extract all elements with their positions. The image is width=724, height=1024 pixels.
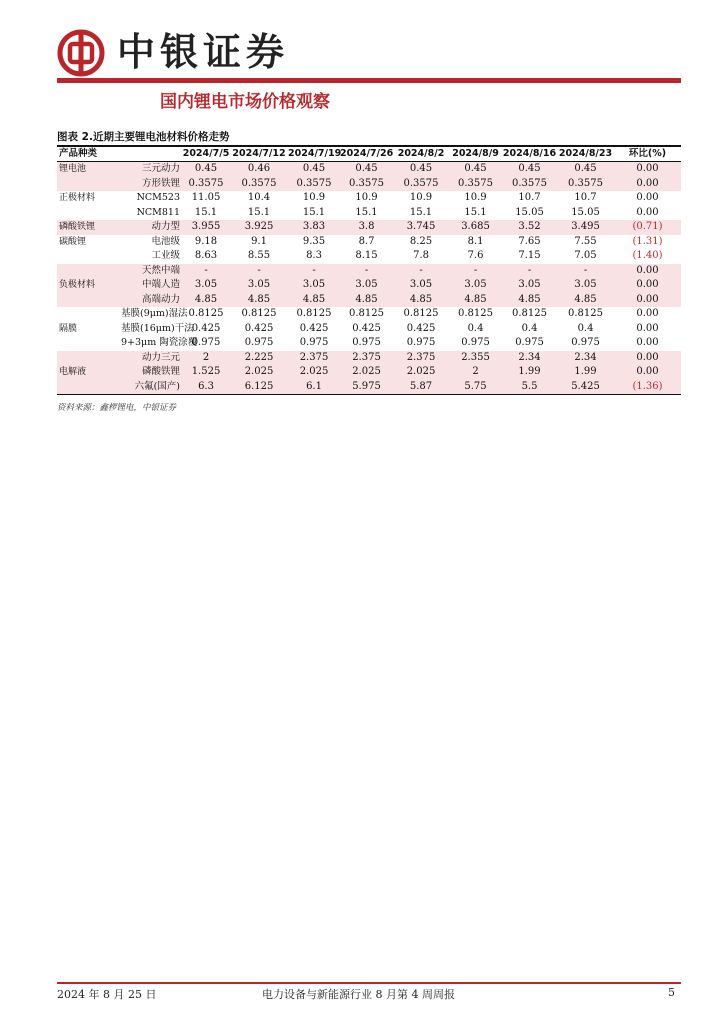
price-cell: 3.05: [230, 278, 288, 293]
price-cell: 10.9: [409, 192, 433, 203]
bank-of-china-logo-icon: [57, 29, 105, 77]
table-row: [57, 206, 681, 221]
price-cell: 0.45: [288, 162, 340, 177]
price-cell: 7.05: [574, 250, 597, 261]
price-cell: 0.3575: [340, 177, 393, 192]
spec-cell: 中端人造: [121, 278, 182, 293]
spec-cell: NCM523: [136, 192, 181, 203]
price-cell: 3.52: [502, 220, 557, 235]
change-cell: 0.00: [614, 162, 681, 177]
table-row: [57, 177, 681, 192]
price-cell: -: [557, 264, 614, 279]
price-cell: 15.1: [409, 206, 433, 218]
change-cell: 0.00: [614, 293, 681, 308]
price-cell: 8.63: [194, 250, 218, 261]
price-cell: -: [502, 264, 557, 279]
price-cell: 2.375: [288, 351, 340, 366]
price-cell: 0.3575: [230, 177, 288, 192]
change-cell: (0.71): [614, 220, 681, 235]
price-cell: -: [230, 264, 288, 279]
price-cell: 2.355: [449, 351, 502, 366]
price-cell: 0.3575: [182, 177, 230, 192]
price-cell: 6.1: [288, 380, 340, 395]
price-cell: 0.975: [571, 337, 600, 348]
price-cell: 0.8125: [349, 308, 385, 319]
price-cell: 0.45: [182, 162, 230, 177]
price-cell: 5.87: [393, 380, 449, 395]
category-cell: 锂电池: [57, 162, 121, 177]
price-cell: 0.425: [406, 322, 436, 334]
price-cell: 3.83: [288, 220, 340, 235]
category-cell: [57, 264, 121, 279]
price-cell: 2: [182, 351, 230, 366]
price-cell: 9.35: [302, 235, 326, 247]
category-cell: [57, 177, 121, 192]
header-date: 2024/8/9: [452, 148, 499, 159]
change-cell: 0.00: [614, 351, 681, 366]
price-cell: 0.8125: [241, 308, 277, 319]
price-cell: 3.05: [502, 278, 557, 293]
price-cell: 0.3575: [557, 177, 614, 192]
price-cell: 4.85: [393, 293, 449, 308]
spec-cell: 高端动力: [121, 293, 182, 308]
spec-cell: 基膜(16μm)干法: [121, 322, 194, 334]
price-cell: 7.8: [413, 250, 429, 261]
price-cell: 1.99: [557, 365, 614, 380]
category-cell: [57, 249, 121, 264]
price-cell: 8.25: [409, 235, 433, 247]
price-cell: 10.9: [355, 192, 378, 203]
price-cell: 9.18: [194, 235, 218, 247]
price-cell: 8.1: [467, 235, 484, 247]
price-cell: 0.975: [461, 337, 490, 348]
price-cell: 0.3575: [449, 177, 502, 192]
price-cell: 1.525: [182, 365, 230, 380]
table-row: [57, 220, 681, 235]
price-cell: 10.4: [247, 192, 271, 203]
price-cell: 1.99: [502, 365, 557, 380]
price-cell: 0.8125: [568, 308, 604, 319]
price-cell: 3.05: [340, 278, 393, 293]
price-cell: 5.5: [502, 380, 557, 395]
price-cell: 7.55: [574, 235, 597, 247]
header-change: 环比(%): [628, 148, 667, 159]
figure-title: 图表 2.近期主要锂电池材料价格走势: [57, 131, 230, 143]
price-cell: -: [449, 264, 502, 279]
price-cell: 7.6: [467, 250, 484, 261]
price-cell: 0.975: [191, 337, 221, 348]
spec-cell: 天然中端: [121, 264, 182, 279]
header-date: 2024/7/19: [288, 148, 342, 159]
category-cell: [57, 293, 121, 308]
change-cell: 0.00: [636, 192, 659, 203]
table-row: [57, 278, 681, 293]
price-cell: 0.3575: [502, 177, 557, 192]
price-cell: 4.85: [557, 293, 614, 308]
header-rule: [57, 78, 681, 83]
header-date: 2024/8/2: [397, 148, 445, 159]
source-note: 资料来源：鑫椤锂电，中银证券: [57, 403, 177, 413]
price-cell: 3.05: [557, 278, 614, 293]
price-cell: 2: [449, 365, 502, 380]
price-cell: 10.9: [302, 192, 326, 203]
table-header-row: [57, 147, 681, 162]
price-cell: 4.85: [449, 293, 502, 308]
section-title: 国内锂电市场价格观察: [160, 92, 330, 112]
price-cell: 0.425: [191, 322, 221, 334]
price-cell: 2.375: [340, 351, 393, 366]
price-cell: 4.85: [288, 293, 340, 308]
footer-report-title: 电力设备与新能源行业 8 月第 4 周周报: [262, 988, 455, 1001]
footer-date: 2024 年 8 月 25 日: [57, 988, 157, 1001]
price-cell: 0.45: [557, 162, 614, 177]
price-cell: 3.495: [557, 220, 614, 235]
price-cell: 15.05: [571, 206, 600, 218]
category-cell: 磷酸铁锂: [57, 220, 121, 235]
category-cell: 碳酸锂: [59, 236, 87, 247]
price-cell: 15.05: [515, 206, 544, 218]
price-cell: 3.05: [449, 278, 502, 293]
category-cell: [57, 351, 121, 366]
price-cell: 4.85: [502, 293, 557, 308]
table-row: [57, 336, 681, 351]
price-cell: 3.955: [182, 220, 230, 235]
price-cell: 0.8125: [458, 308, 494, 319]
price-cell: 15.1: [355, 206, 378, 218]
table-row: [57, 249, 681, 264]
price-cell: 0.975: [406, 337, 436, 348]
table-row: [57, 293, 681, 308]
spec-cell: 电池级: [151, 235, 181, 247]
price-cell: 5.75: [449, 380, 502, 395]
price-cell: 9.1: [251, 235, 267, 247]
table-row: [57, 322, 681, 337]
table-row: [57, 351, 681, 366]
change-cell: 0.00: [636, 206, 659, 218]
spec-cell: NCM811: [136, 206, 181, 218]
price-cell: 0.45: [340, 162, 393, 177]
spec-cell: 六氟(国产): [121, 380, 182, 395]
price-cell: 3.05: [182, 278, 230, 293]
price-cell: 2.225: [230, 351, 288, 366]
price-cell: 0.3575: [393, 177, 449, 192]
change-cell: 0.00: [636, 322, 659, 334]
change-cell: (1.31): [632, 235, 663, 247]
price-cell: 15.1: [247, 206, 271, 218]
header-date: 2024/8/16: [502, 148, 557, 159]
category-cell: [57, 206, 121, 221]
price-cell: -: [340, 264, 393, 279]
price-table: [57, 147, 681, 395]
price-cell: 0.975: [244, 337, 274, 348]
price-cell: 0.425: [299, 322, 329, 334]
price-cell: 10.9: [464, 192, 487, 203]
change-cell: (1.40): [632, 250, 663, 261]
change-cell: 0.00: [636, 308, 659, 319]
price-cell: 0.8125: [512, 308, 548, 319]
change-cell: (1.36): [614, 380, 681, 395]
price-cell: 0.3575: [288, 177, 340, 192]
table-row: [57, 264, 681, 279]
price-cell: 2.34: [502, 351, 557, 366]
price-cell: 7.15: [518, 250, 541, 261]
change-cell: 0.00: [614, 365, 681, 380]
price-cell: 0.975: [352, 337, 381, 348]
header-date: 2024/7/5: [182, 148, 230, 159]
price-cell: 4.85: [340, 293, 393, 308]
table-row: [57, 365, 681, 380]
price-cell: 2.025: [393, 365, 449, 380]
change-cell: 0.00: [614, 177, 681, 192]
price-cell: 0.425: [352, 322, 381, 334]
price-cell: 2.375: [393, 351, 449, 366]
price-cell: 5.975: [340, 380, 393, 395]
price-cell: 0.975: [515, 337, 544, 348]
price-cell: 0.8125: [296, 308, 332, 319]
price-cell: 2.025: [288, 365, 340, 380]
footer-rule: [57, 982, 681, 984]
spec-cell: 9+3μm 陶瓷涂覆: [121, 337, 198, 348]
table-row: [57, 307, 681, 322]
price-cell: 3.745: [393, 220, 449, 235]
spec-cell: 动力型: [121, 220, 182, 235]
category-cell: 正极材料: [59, 193, 96, 203]
price-cell: 3.05: [393, 278, 449, 293]
category-cell: 负极材料: [57, 278, 121, 293]
price-cell: 6.125: [230, 380, 288, 395]
category-cell: 隔膜: [59, 323, 78, 334]
category-cell: [57, 307, 121, 322]
price-cell: 8.3: [306, 250, 322, 261]
price-cell: 0.8125: [403, 308, 439, 319]
brand-name: 中银证券: [117, 29, 290, 74]
price-cell: 2.025: [230, 365, 288, 380]
price-cell: 0.425: [244, 322, 274, 334]
table-row: [57, 235, 681, 250]
spec-cell: 动力三元: [121, 351, 182, 366]
price-cell: 0.4: [521, 322, 538, 334]
price-cell: 8.7: [358, 235, 375, 247]
price-cell: 11.05: [191, 192, 221, 203]
price-cell: 0.45: [393, 162, 449, 177]
change-cell: 0.00: [636, 337, 659, 348]
price-cell: 3.685: [449, 220, 502, 235]
price-cell: -: [182, 264, 230, 279]
price-cell: 0.46: [230, 162, 288, 177]
price-cell: 2.025: [340, 365, 393, 380]
price-cell: 0.4: [467, 322, 484, 334]
price-cell: 5.425: [557, 380, 614, 395]
table-row: [57, 191, 681, 206]
price-cell: 7.65: [518, 235, 541, 247]
price-cell: 8.55: [247, 250, 271, 261]
price-cell: 3.8: [340, 220, 393, 235]
change-cell: 0.00: [614, 278, 681, 293]
price-cell: 15.1: [302, 206, 326, 218]
category-cell: [57, 336, 121, 351]
header-category: 产品种类: [59, 148, 98, 159]
header-date: 2024/8/23: [558, 148, 613, 159]
price-cell: 15.1: [464, 206, 487, 218]
price-cell: 3.05: [288, 278, 340, 293]
table-row: [57, 162, 681, 177]
price-cell: 8.15: [355, 250, 378, 261]
price-cell: 0.45: [449, 162, 502, 177]
price-cell: 0.975: [299, 337, 329, 348]
price-cell: -: [288, 264, 340, 279]
price-cell: 0.8125: [188, 308, 224, 319]
category-cell: [57, 380, 121, 395]
price-cell: 2.34: [557, 351, 614, 366]
price-cell: -: [393, 264, 449, 279]
price-cell: 6.3: [182, 380, 230, 395]
spec-cell: 三元动力: [121, 162, 182, 177]
spec-cell: 工业级: [151, 250, 181, 261]
spec-cell: 方形铁锂: [121, 177, 182, 192]
price-cell: 10.7: [574, 192, 597, 203]
category-cell: 电解液: [57, 365, 121, 380]
table-row: [57, 380, 681, 395]
header-date: 2024/7/26: [340, 148, 394, 159]
spec-cell: 磷酸铁锂: [121, 365, 182, 380]
price-cell: 0.4: [577, 322, 594, 334]
price-cell: 10.7: [518, 192, 541, 203]
change-cell: 0.00: [614, 264, 681, 279]
price-cell: 4.85: [182, 293, 230, 308]
spec-cell: 基膜(9μm)湿法: [121, 308, 188, 319]
price-cell: 3.925: [230, 220, 288, 235]
price-cell: 15.1: [194, 206, 218, 218]
header-date: 2024/7/12: [232, 148, 286, 159]
price-cell: 0.45: [502, 162, 557, 177]
price-cell: 4.85: [230, 293, 288, 308]
page-number: 5: [668, 986, 675, 999]
